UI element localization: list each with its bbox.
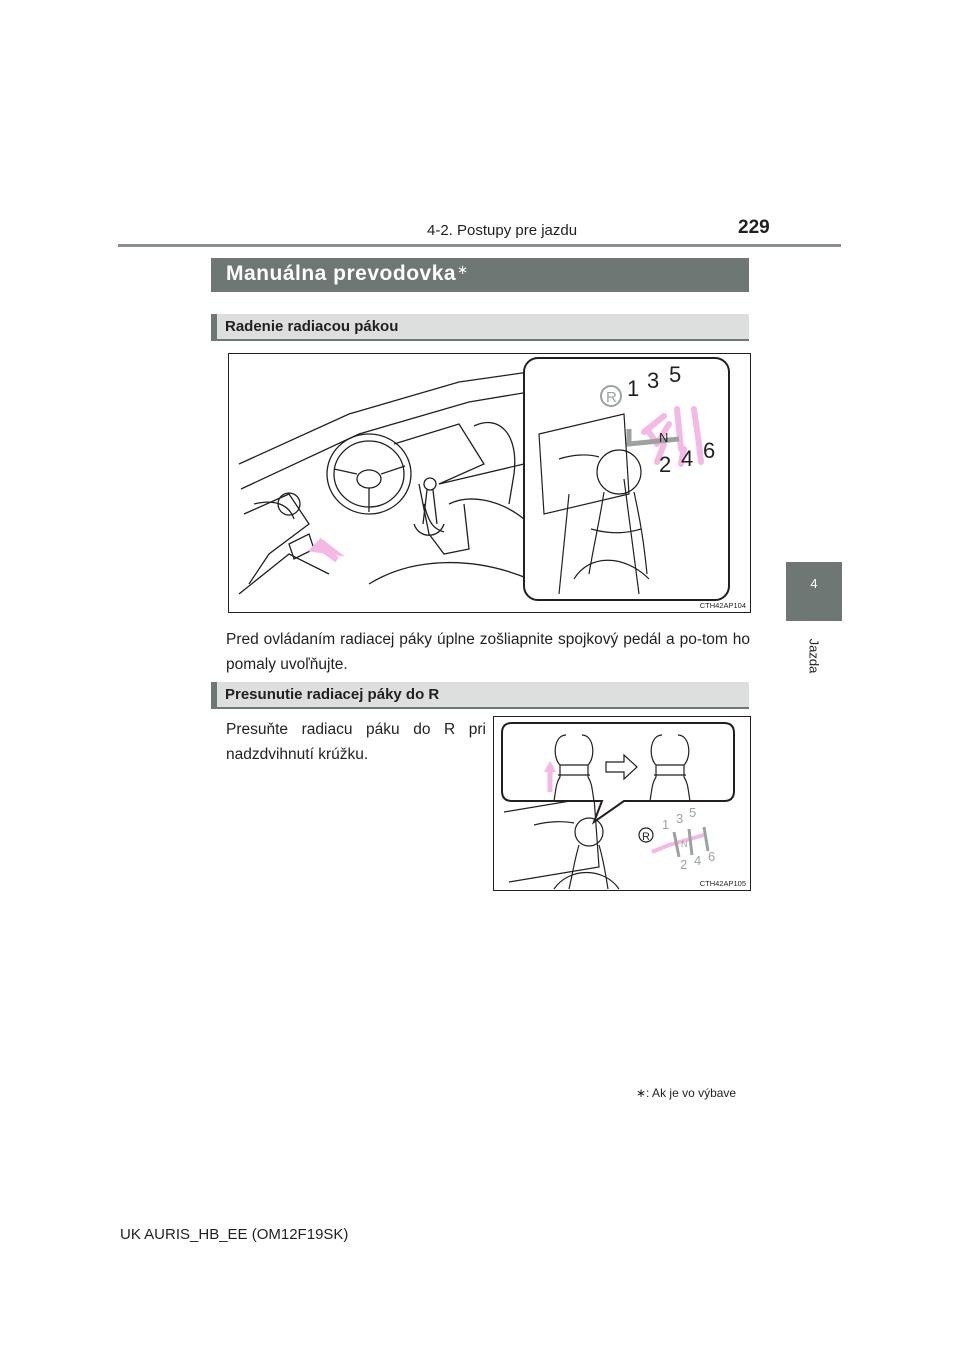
instruction-text: Pred ovládaním radiacej páky úplne zošliapnite spojkový pedál a po-tom ho pomaly uvoľňujte. (226, 631, 750, 673)
page-title: Manuálna prevodovka∗ (226, 262, 469, 285)
asterisk-mark: ∗ (457, 262, 469, 277)
footnote: ∗: Ak je vo výbave (636, 1086, 737, 1100)
cockpit-illustration (229, 354, 750, 612)
section-heading-shifting (211, 314, 749, 341)
gear-label-2: 2 (659, 452, 672, 477)
section-heading-reverse (211, 682, 749, 709)
document-footer: UK AURIS_HB_EE (OM12F19SK) (120, 1226, 349, 1243)
chapter-tab[interactable] (786, 562, 842, 621)
chapter-number: 4 (810, 576, 818, 591)
running-header-section: 4-2. Postupy pre jazdu (427, 222, 578, 239)
instruction-text-reverse (226, 717, 486, 767)
reverse-shift-illustration (494, 717, 750, 890)
chapter-label (786, 626, 842, 686)
instruction-line: Presuňte radiacu páku do R pri (226, 721, 486, 738)
gear-label-n: N (681, 839, 688, 849)
gear-label-5: 5 (669, 362, 682, 387)
gear-label-6: 6 (703, 438, 716, 463)
gear-label-4: 4 (681, 446, 694, 471)
gear-label-r: R (606, 389, 617, 406)
gear-label-1: 1 (662, 817, 670, 832)
instruction-line: nadzdvihnutí krúžku. (226, 746, 369, 763)
header-rule (118, 244, 841, 247)
figure-cockpit-shift-pattern (228, 353, 751, 613)
gear-label-6: 6 (708, 849, 716, 864)
page-title-bar (211, 258, 749, 292)
gear-label-1: 1 (627, 376, 640, 401)
figure-code: CTH42AP105 (699, 879, 746, 888)
gear-label-5: 5 (689, 805, 697, 820)
figure-reverse-shift (493, 716, 751, 891)
gear-label-r: R (642, 831, 650, 843)
gear-label-3: 3 (647, 368, 660, 393)
gear-label-4: 4 (694, 853, 702, 868)
chapter-name: Jazda (806, 638, 822, 674)
section-heading-text: Radenie radiacou pákou (225, 318, 399, 335)
gear-label-2: 2 (680, 857, 688, 872)
gear-label-n: N (659, 430, 669, 445)
section-heading-text: Presunutie radiacej páky do R (225, 686, 440, 703)
figure-code: CTH42AP104 (699, 601, 746, 610)
page-number: 229 (738, 217, 770, 238)
gear-label-3: 3 (676, 811, 684, 826)
